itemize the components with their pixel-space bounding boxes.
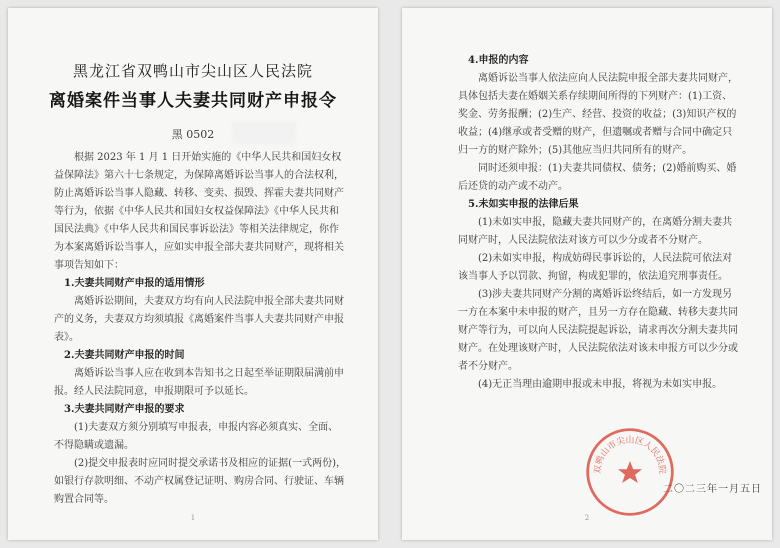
- paragraph: 离婚诉讼当事人依法应向人民法院申报全部夫妻共同财产，具体包括夫妻在婚姻关系存续期间所得的下列财产：(1)工资、奖金、劳务报酬；(2)生产、经营、投资的收益；(3)知识产权的收益；(4)继承或者受赠的财产，但遗嘱或者赠与合同中确定只归一方的财产除外；(5)其他应当归共同所有的财产。: [458, 73, 738, 156]
- redacted-area: [232, 122, 296, 144]
- paragraph: 离婚诉讼当事人应在收到本告知书之日起至举证期限届满前申报。经人民法院同意，申报期限可予以延长。: [54, 368, 344, 397]
- paragraph: (4)无正当理由逾期申报或未申报，将视为未如实申报。: [478, 379, 723, 390]
- paragraph: (2)未如实申报，构成妨碍民事诉讼的，人民法院可依法对该当事人予以罚款、拘留，构成犯罪的，依法追究刑事责任。: [458, 253, 733, 282]
- section-heading: 3.夫妻共同财产申报的要求: [64, 404, 185, 415]
- document-page-2: [402, 8, 772, 540]
- paragraph: 离婚诉讼期间，夫妻双方均有向人民法院申报全部夫妻共同财产的义务，夫妻双方均须填报《离婚案件当事人夫妻共同财产申报表》。: [54, 296, 344, 343]
- paragraph: (3)涉夫妻共同财产分割的离婚诉讼终结后，如一方发现另一方在本案中未申报的财产，且另一方存在隐藏、转移夫妻共同财产等行为，可以向人民法院提起诉讼，请求再次分割夫妻共同财产。在处理该财产时，人民法院依法对该未申报方可以少分或者不分财产。: [458, 289, 738, 372]
- page-number: 2: [584, 514, 590, 522]
- page-number: 1: [190, 514, 196, 522]
- issue-date: 二〇二三年一月五日: [663, 484, 762, 495]
- paragraph: (2)提交申报表时应同时提交承诺书及相应的证据(一式两份)，如银行存款明细、不动产权属登记证明、购房合同、行驶证、车辆购置合同等。: [54, 458, 346, 505]
- paragraph: (1)未如实申报，隐藏夫妻共同财产的，在离婚分割夫妻共同财产时，人民法院依法对该方可以少分或者不分财产。: [458, 217, 733, 246]
- page1-body: [54, 149, 346, 509]
- document-title: 离婚案件当事人夫妻共同财产申报令: [49, 91, 337, 111]
- paragraph: 同时还须申报：(1)夫妻共同债权、债务；(2)婚前购买、婚后还贷的动产或不动产。: [458, 163, 737, 192]
- section-heading: 5.未如实申报的法律后果: [468, 199, 579, 210]
- section-heading: 2.夫妻共同财产申报的时间: [64, 350, 185, 361]
- page2-body: [458, 52, 740, 394]
- document-number: 黑 0502: [171, 128, 215, 141]
- paragraph: (1)夫妻双方须分别填写申报表，申报内容必须真实、全面、不得隐瞒或遗漏。: [54, 422, 339, 451]
- document-page-1: [8, 8, 378, 540]
- section-heading: 1.夫妻共同财产申报的适用情形: [64, 278, 205, 289]
- paragraph: 根据 2023 年 1 月 1 日开始实施的《中华人民共和国妇女权益保障法》第六十七条规定，为保障离婚诉讼当事人的合法权利，防止离婚诉讼当事人隐藏、转移、变卖、损毁、挥霍夫妻共同财产等行为，依据《中华人民共和国妇女权益保障法》《中华人民共和国民法典》《中华人民共和国民事诉讼法》等相关法律规定，你作为本案离婚诉讼当事人，应如实申报全部夫妻共同财产，现将相关事项告知如下：: [54, 152, 344, 271]
- section-heading: 4.申报的内容: [468, 55, 529, 66]
- svg-text:双鸭山市尖山区人民法院: 双鸭山市尖山区人民法院: [593, 435, 667, 475]
- court-seal-icon: [584, 426, 676, 518]
- court-name: 黑龙江省双鸭山市尖山区人民法院: [72, 62, 313, 80]
